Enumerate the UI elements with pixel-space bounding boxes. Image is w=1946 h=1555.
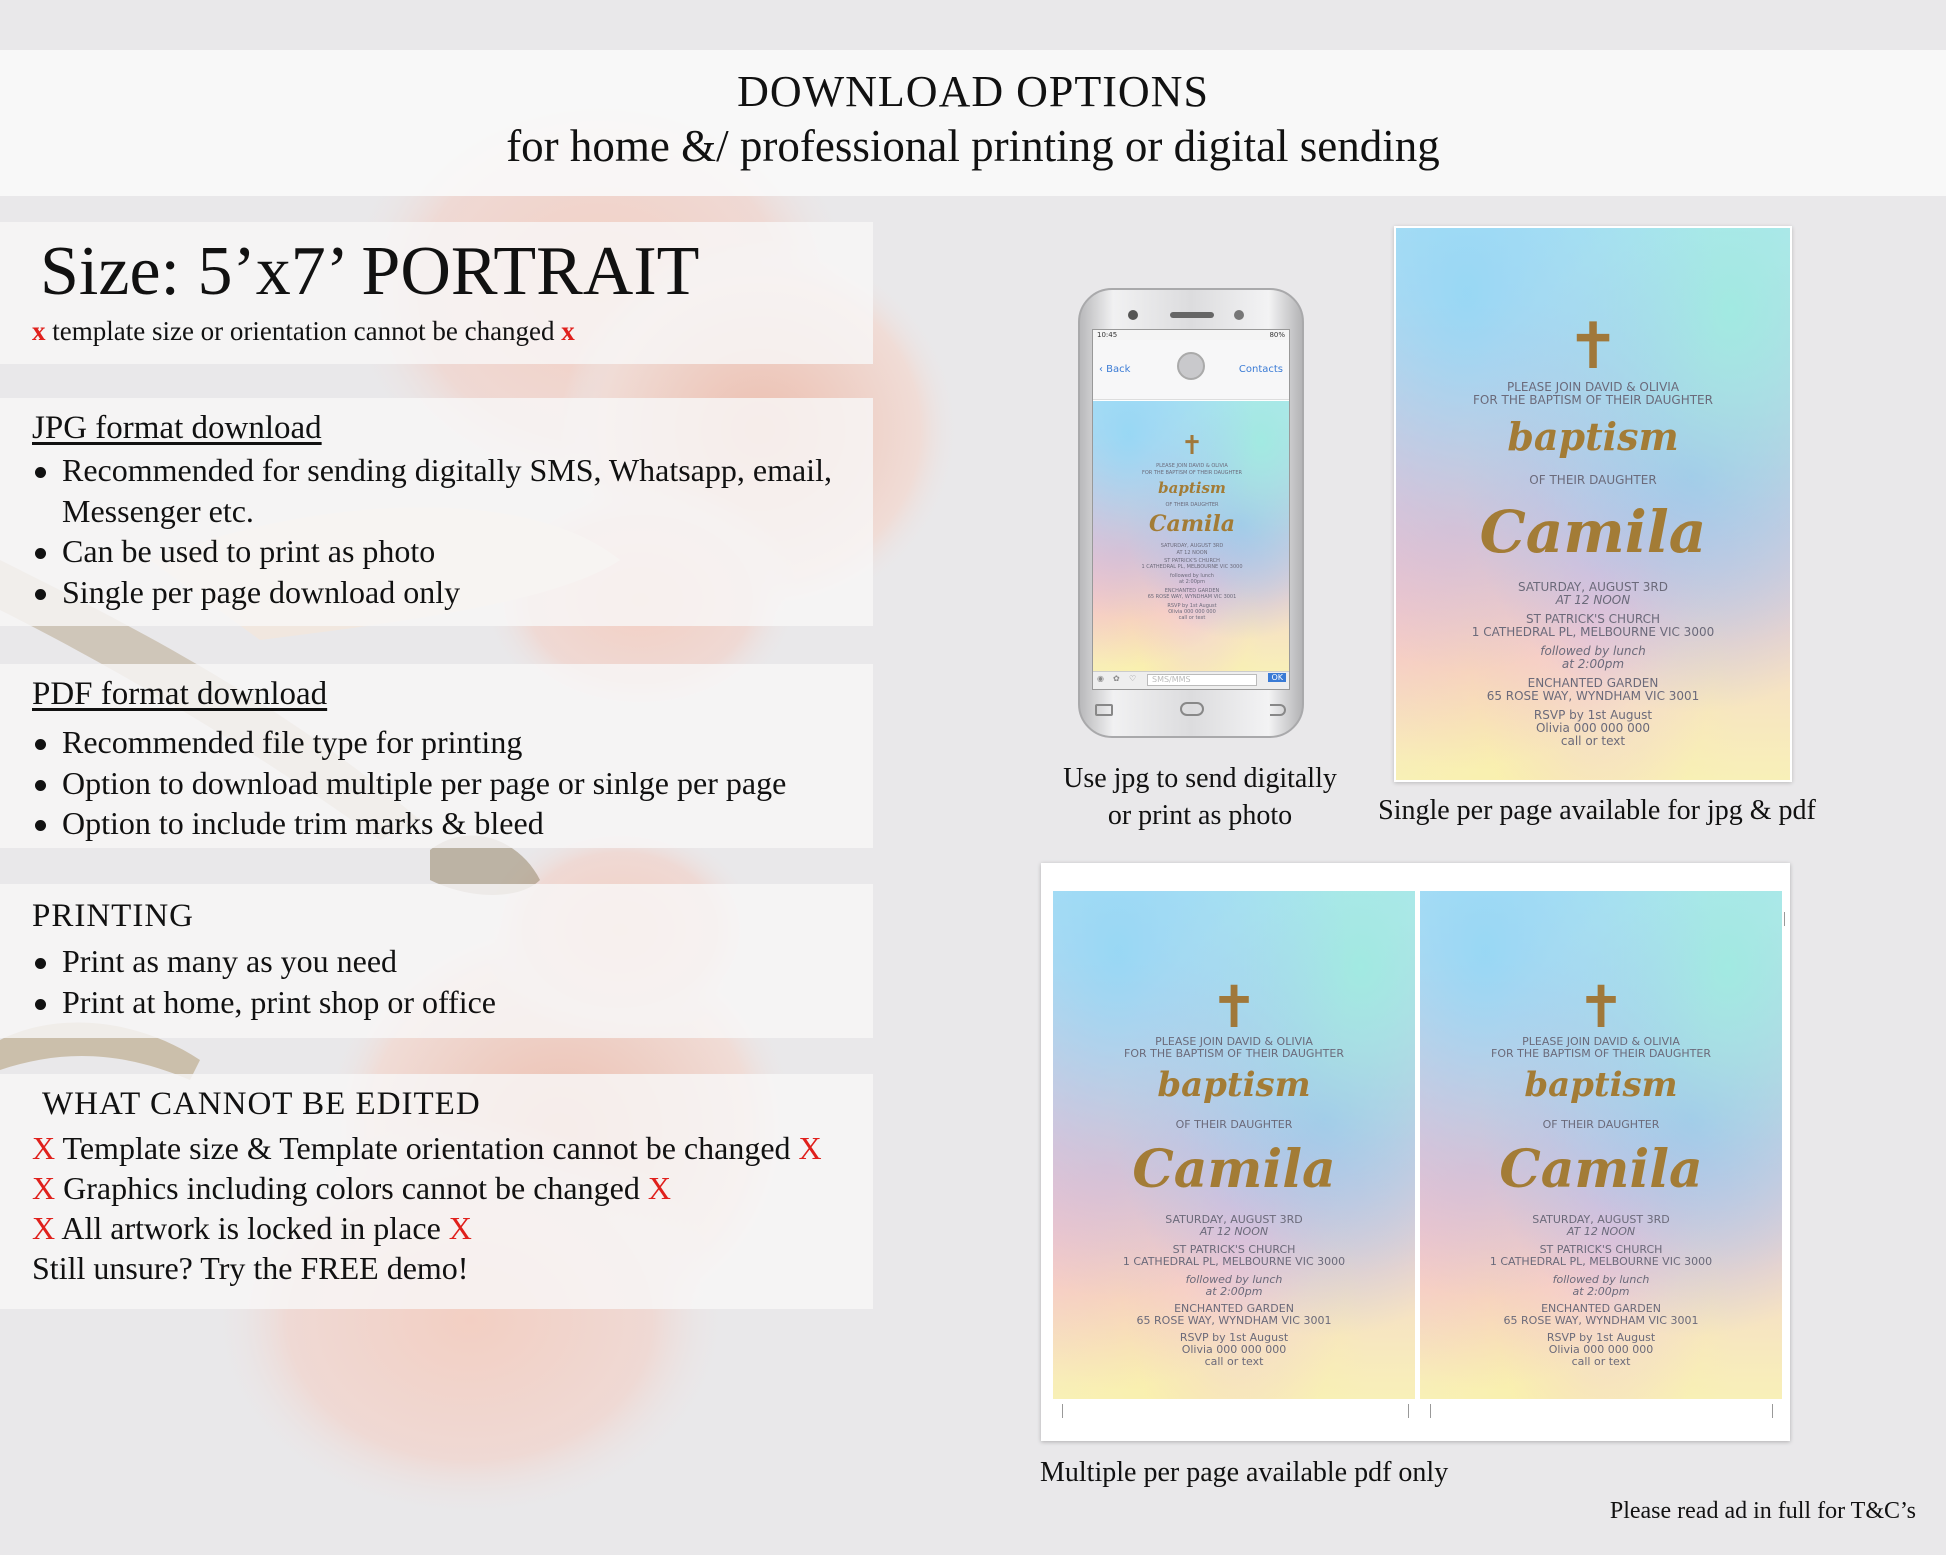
- invite-line: call or text: [1178, 615, 1206, 621]
- invite-script-title: baptism: [1157, 1065, 1311, 1105]
- heart-icon[interactable]: ♡: [1129, 674, 1137, 683]
- invite-line: ST PATRICK'S CHURCH: [1164, 558, 1220, 564]
- list-item: Single per page download only: [32, 572, 832, 613]
- recent-apps-icon: [1095, 704, 1113, 716]
- invite-line: FOR THE BAPTISM OF THEIR DAUGHTER: [1473, 393, 1713, 407]
- size-title: Size: 5’x7’ PORTRAIT: [40, 233, 700, 310]
- cross-icon: ✝: [1209, 973, 1259, 1041]
- invite-line: call or text: [1204, 1355, 1264, 1368]
- free-demo-text: Still unsure? Try the FREE demo!: [32, 1250, 469, 1286]
- list-item: Recommended file type for printing: [32, 722, 786, 763]
- x-mark-icon: X: [32, 1130, 56, 1166]
- phone-invitation-card: [1093, 401, 1290, 673]
- invite-line: PLEASE JOIN DAVID & OLIVIA: [1506, 380, 1680, 394]
- status-bar: [1093, 330, 1289, 340]
- printing-section-title: PRINTING: [32, 898, 194, 934]
- invite-line: ST PATRICK'S CHURCH: [1172, 1243, 1296, 1256]
- contacts-button[interactable]: Contacts: [1238, 364, 1283, 375]
- message-input[interactable]: SMS/MMS: [1147, 674, 1257, 686]
- x-mark-icon: x: [561, 316, 575, 346]
- invite-line: 1 CATHEDRAL PL, MELBOURNE VIC 3000: [1122, 1255, 1346, 1268]
- invite-line: call or text: [1560, 734, 1626, 748]
- invite-line: at 2:00pm: [1572, 1285, 1630, 1298]
- pdf-section-title: PDF format download: [32, 676, 328, 712]
- multi-invitation-card-left: [1053, 891, 1415, 1399]
- list-item: X All artwork is locked in place X: [32, 1210, 472, 1246]
- list-item: X Graphics including colors cannot be changed X: [32, 1170, 671, 1206]
- invite-name: Camila: [1148, 511, 1235, 537]
- invite-line: at 2:00pm: [1205, 1285, 1263, 1298]
- multi-caption: Multiple per page available pdf only: [1040, 1457, 1449, 1488]
- list-item: Can be used to print as photo: [32, 531, 832, 572]
- invite-line: OF THEIR DAUGHTER: [1175, 1118, 1293, 1131]
- invite-line: 1 CATHEDRAL PL, MELBOURNE VIC 3000: [1471, 625, 1715, 639]
- invite-name: Camila: [1479, 498, 1707, 566]
- invite-line: AT 12 NOON: [1566, 1225, 1636, 1238]
- invite-line: FOR THE BAPTISM OF THEIR DAUGHTER: [1142, 470, 1242, 476]
- home-button-icon: [1180, 702, 1204, 716]
- invite-script-title: baptism: [1158, 479, 1226, 497]
- trim-mark: [1784, 912, 1785, 926]
- cross-icon: ✝: [1181, 431, 1203, 461]
- list-item: Recommended for sending digitally SMS, Whatsapp, email, Messenger etc.: [32, 450, 832, 531]
- trim-mark: [1408, 1404, 1409, 1418]
- invite-line: 1 CATHEDRAL PL, MELBOURNE VIC 3000: [1489, 1255, 1713, 1268]
- invite-line: FOR THE BAPTISM OF THEIR DAUGHTER: [1124, 1047, 1344, 1060]
- list-item: Option to include trim marks & bleed: [32, 803, 786, 844]
- phone-caption: [1040, 760, 1360, 834]
- pdf-feature-list: [32, 722, 786, 844]
- invite-line: 1 CATHEDRAL PL, MELBOURNE VIC 3000: [1141, 564, 1243, 570]
- phone-caption-line: Use jpg to send digitally: [1063, 763, 1337, 794]
- invite-line: Olivia 000 000 000: [1535, 721, 1651, 735]
- invite-line: ST PATRICK'S CHURCH: [1539, 1243, 1663, 1256]
- invite-line: Olivia 000 000 000: [1548, 1343, 1654, 1356]
- camera-icon[interactable]: ◉: [1097, 674, 1104, 683]
- x-mark-icon: X: [32, 1210, 56, 1246]
- invite-line: FOR THE BAPTISM OF THEIR DAUGHTER: [1491, 1047, 1711, 1060]
- invite-line: 65 ROSE WAY, WYNDHAM VIC 3001: [1136, 1314, 1332, 1327]
- invite-line: SATURDAY, AUGUST 3RD: [1160, 543, 1224, 549]
- cannot-edit-title: WHAT CANNOT BE EDITED: [42, 1086, 481, 1122]
- list-item: Print at home, print shop or office: [32, 982, 496, 1023]
- invite-line: PLEASE JOIN DAVID & OLIVIA: [1155, 1035, 1313, 1048]
- page-subtitle: for home &/ professional printing or digital sending: [506, 121, 1440, 171]
- multi-invitation-card-right: [1420, 891, 1782, 1399]
- invite-line: 65 ROSE WAY, WYNDHAM VIC 3001: [1486, 689, 1700, 703]
- camera-icon: [1128, 310, 1138, 320]
- invite-line: ENCHANTED GARDEN: [1174, 1302, 1294, 1315]
- list-item: X Template size & Template orientation cannot be changed X: [32, 1130, 822, 1166]
- invite-line: OF THEIR DAUGHTER: [1165, 502, 1219, 508]
- invite-line: OF THEIR DAUGHTER: [1529, 473, 1657, 487]
- cross-icon: ✝: [1566, 310, 1620, 384]
- invite-line: AT 12 NOON: [1555, 593, 1631, 607]
- x-mark-icon: X: [32, 1170, 56, 1206]
- invite-line: SATURDAY, AUGUST 3RD: [1532, 1213, 1670, 1226]
- back-icon: [1270, 704, 1286, 716]
- trim-mark: [1430, 1404, 1431, 1418]
- size-note: [32, 316, 575, 347]
- invite-line: ENCHANTED GARDEN: [1527, 676, 1659, 690]
- cannot-edit-list: [32, 1128, 822, 1288]
- phone-caption-line: or print as photo: [1107, 800, 1293, 831]
- invite-script-title: baptism: [1524, 1065, 1678, 1105]
- x-mark-icon: x: [32, 316, 46, 346]
- invite-line: followed by lunch: [1552, 1273, 1650, 1286]
- invite-line: ENCHANTED GARDEN: [1541, 1302, 1661, 1315]
- cross-icon: ✝: [1576, 973, 1626, 1041]
- invite-line: AT 12 NOON: [1199, 1225, 1269, 1238]
- invite-line: PLEASE JOIN DAVID & OLIVIA: [1522, 1035, 1680, 1048]
- invite-line: OF THEIR DAUGHTER: [1542, 1118, 1660, 1131]
- single-caption: Single per page available for jpg & pdf: [1378, 795, 1816, 826]
- invite-line: 65 ROSE WAY, WYNDHAM VIC 3001: [1503, 1314, 1699, 1327]
- printing-list: [32, 941, 496, 1022]
- list-item: Option to download multiple per page or sinlge per page: [32, 763, 786, 804]
- invite-line: Olivia 000 000 000: [1181, 1343, 1287, 1356]
- invite-line: at 2:00pm: [1179, 579, 1205, 585]
- invite-line: RSVP by 1st August: [1533, 708, 1653, 722]
- speaker-icon: [1170, 312, 1214, 318]
- invite-line: RSVP by 1st August: [1167, 603, 1217, 609]
- avatar-icon: [1177, 352, 1205, 380]
- trim-mark: [1062, 1404, 1063, 1418]
- page-title: DOWNLOAD OPTIONS: [737, 67, 1209, 116]
- invite-line: Olivia 000 000 000: [1168, 609, 1216, 615]
- jpg-section-title: JPG format download: [32, 410, 322, 446]
- size-note-text: template size or orientation cannot be changed: [52, 316, 555, 346]
- invite-line: PLEASE JOIN DAVID & OLIVIA: [1156, 463, 1228, 469]
- invite-line: followed by lunch: [1185, 1273, 1283, 1286]
- footer-note: Please read ad in full for T&C’s: [1609, 1498, 1916, 1524]
- back-button[interactable]: ‹ Back: [1099, 364, 1131, 375]
- single-invitation-card: [1396, 228, 1790, 780]
- invite-line: followed by lunch: [1540, 644, 1646, 658]
- jpg-feature-list: [32, 450, 832, 612]
- invite-line: followed by lunch: [1170, 573, 1214, 579]
- invite-line: SATURDAY, AUGUST 3RD: [1518, 580, 1668, 594]
- invite-script-title: baptism: [1507, 414, 1679, 459]
- invite-line: SATURDAY, AUGUST 3RD: [1165, 1213, 1303, 1226]
- list-item: Print as many as you need: [32, 941, 496, 982]
- status-battery: 80%: [1269, 331, 1285, 339]
- messages-nav: [1093, 340, 1289, 400]
- invite-line: AT 12 NOON: [1176, 550, 1208, 556]
- invite-line: ST PATRICK'S CHURCH: [1525, 612, 1661, 626]
- list-item-continuation: Messenger etc.: [62, 492, 254, 529]
- invite-line: call or text: [1571, 1355, 1631, 1368]
- invite-line: at 2:00pm: [1561, 657, 1625, 671]
- invite-line: RSVP by 1st August: [1546, 1331, 1656, 1344]
- sensor-icon: [1234, 310, 1244, 320]
- trim-mark: [1772, 1404, 1773, 1418]
- phone-screen: [1092, 329, 1290, 690]
- invite-line: 65 ROSE WAY, WYNDHAM VIC 3001: [1147, 594, 1237, 600]
- x-mark-icon: X: [798, 1130, 822, 1166]
- invite-name: Camila: [1499, 1139, 1703, 1200]
- invite-line: RSVP by 1st August: [1179, 1331, 1289, 1344]
- send-button[interactable]: OK: [1268, 673, 1286, 682]
- message-input-bar: [1093, 671, 1289, 689]
- status-time: 10:45: [1097, 331, 1118, 339]
- invite-line: ENCHANTED GARDEN: [1164, 588, 1220, 594]
- invite-name: Camila: [1132, 1139, 1336, 1200]
- x-mark-icon: X: [448, 1210, 472, 1246]
- apps-icon[interactable]: ✿: [1113, 674, 1120, 683]
- x-mark-icon: X: [647, 1170, 671, 1206]
